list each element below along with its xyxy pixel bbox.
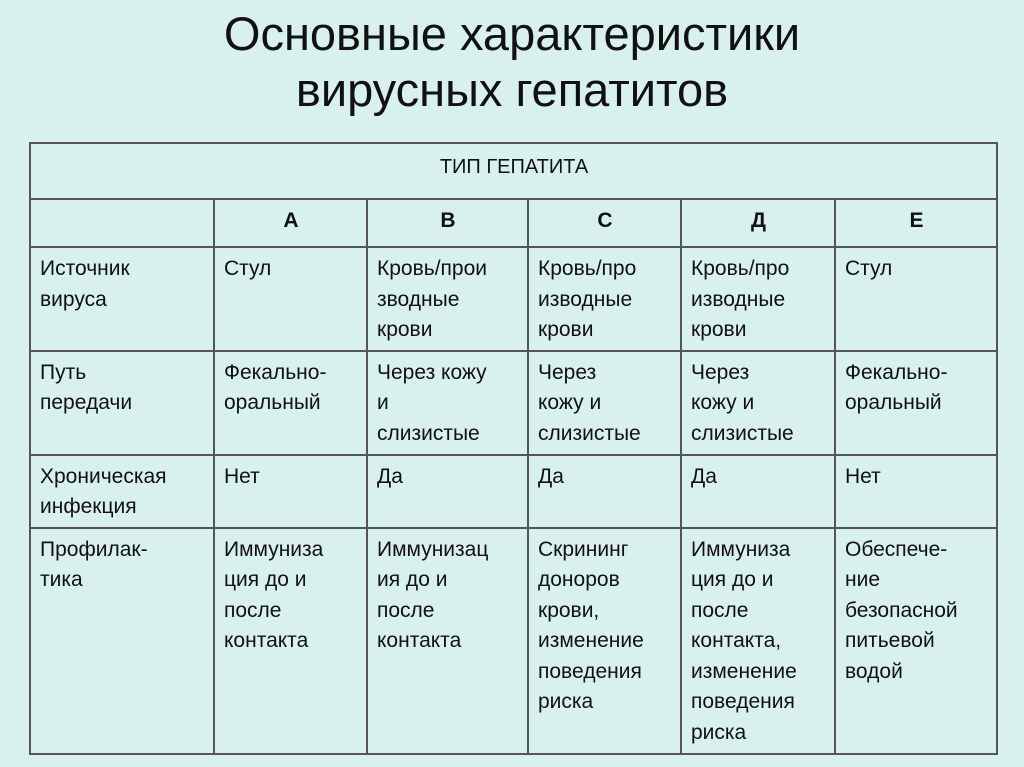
table-cell: Стул xyxy=(214,247,367,351)
corner-cell xyxy=(30,199,214,247)
title-line-2: вирусных гепатитов xyxy=(295,63,729,116)
table-cell: Фекально- оральный xyxy=(835,351,997,455)
column-header-a: А xyxy=(214,199,367,247)
type-header: ТИП ГЕПАТИТА xyxy=(30,143,997,199)
table-row xyxy=(30,351,997,455)
column-header-row xyxy=(30,199,997,247)
column-header-e: Е xyxy=(835,199,997,247)
column-header-c: С xyxy=(528,199,681,247)
table-cell: Нет xyxy=(214,455,367,528)
title-line-1: Основные характеристики xyxy=(223,7,801,60)
table-row xyxy=(30,247,997,351)
column-header-b: В xyxy=(367,199,528,247)
table-cell: Стул xyxy=(835,247,997,351)
table-cell: Иммуниза ция до и после контакта xyxy=(214,528,367,754)
table-row xyxy=(30,528,997,754)
table-cell: Через кожу и слизистые xyxy=(367,351,528,455)
table-cell: Скрининг доноров крови, изменение поведения риска xyxy=(528,528,681,754)
table-cell: Обеспече- ние безопасной питьевой водой xyxy=(835,528,997,754)
row-label: Источник вируса xyxy=(30,247,214,351)
table-cell: Фекально- оральный xyxy=(214,351,367,455)
table-cell: Кровь/про изводные крови xyxy=(681,247,835,351)
table-cell: Кровь/про изводные крови xyxy=(528,247,681,351)
table-row xyxy=(30,455,997,528)
table-cell: Через кожу и слизистые xyxy=(681,351,835,455)
table-cell: Иммуниза ция до и после контакта, изменение поведения риска xyxy=(681,528,835,754)
column-header-d: Д xyxy=(681,199,835,247)
table-cell: Иммунизац ия до и после контакта xyxy=(367,528,528,754)
table-cell: Да xyxy=(681,455,835,528)
table-cell: Через кожу и слизистые xyxy=(528,351,681,455)
table-cell: Кровь/прои зводные крови xyxy=(367,247,528,351)
row-label: Профилак- тика xyxy=(30,528,214,754)
table-cell: Да xyxy=(528,455,681,528)
type-header-row xyxy=(30,143,997,199)
row-label: Хроническая инфекция xyxy=(30,455,214,528)
hepatitis-table xyxy=(29,142,998,755)
table-cell: Да xyxy=(367,455,528,528)
table-cell: Нет xyxy=(835,455,997,528)
page-title xyxy=(0,6,1024,118)
row-label: Путь передачи xyxy=(30,351,214,455)
